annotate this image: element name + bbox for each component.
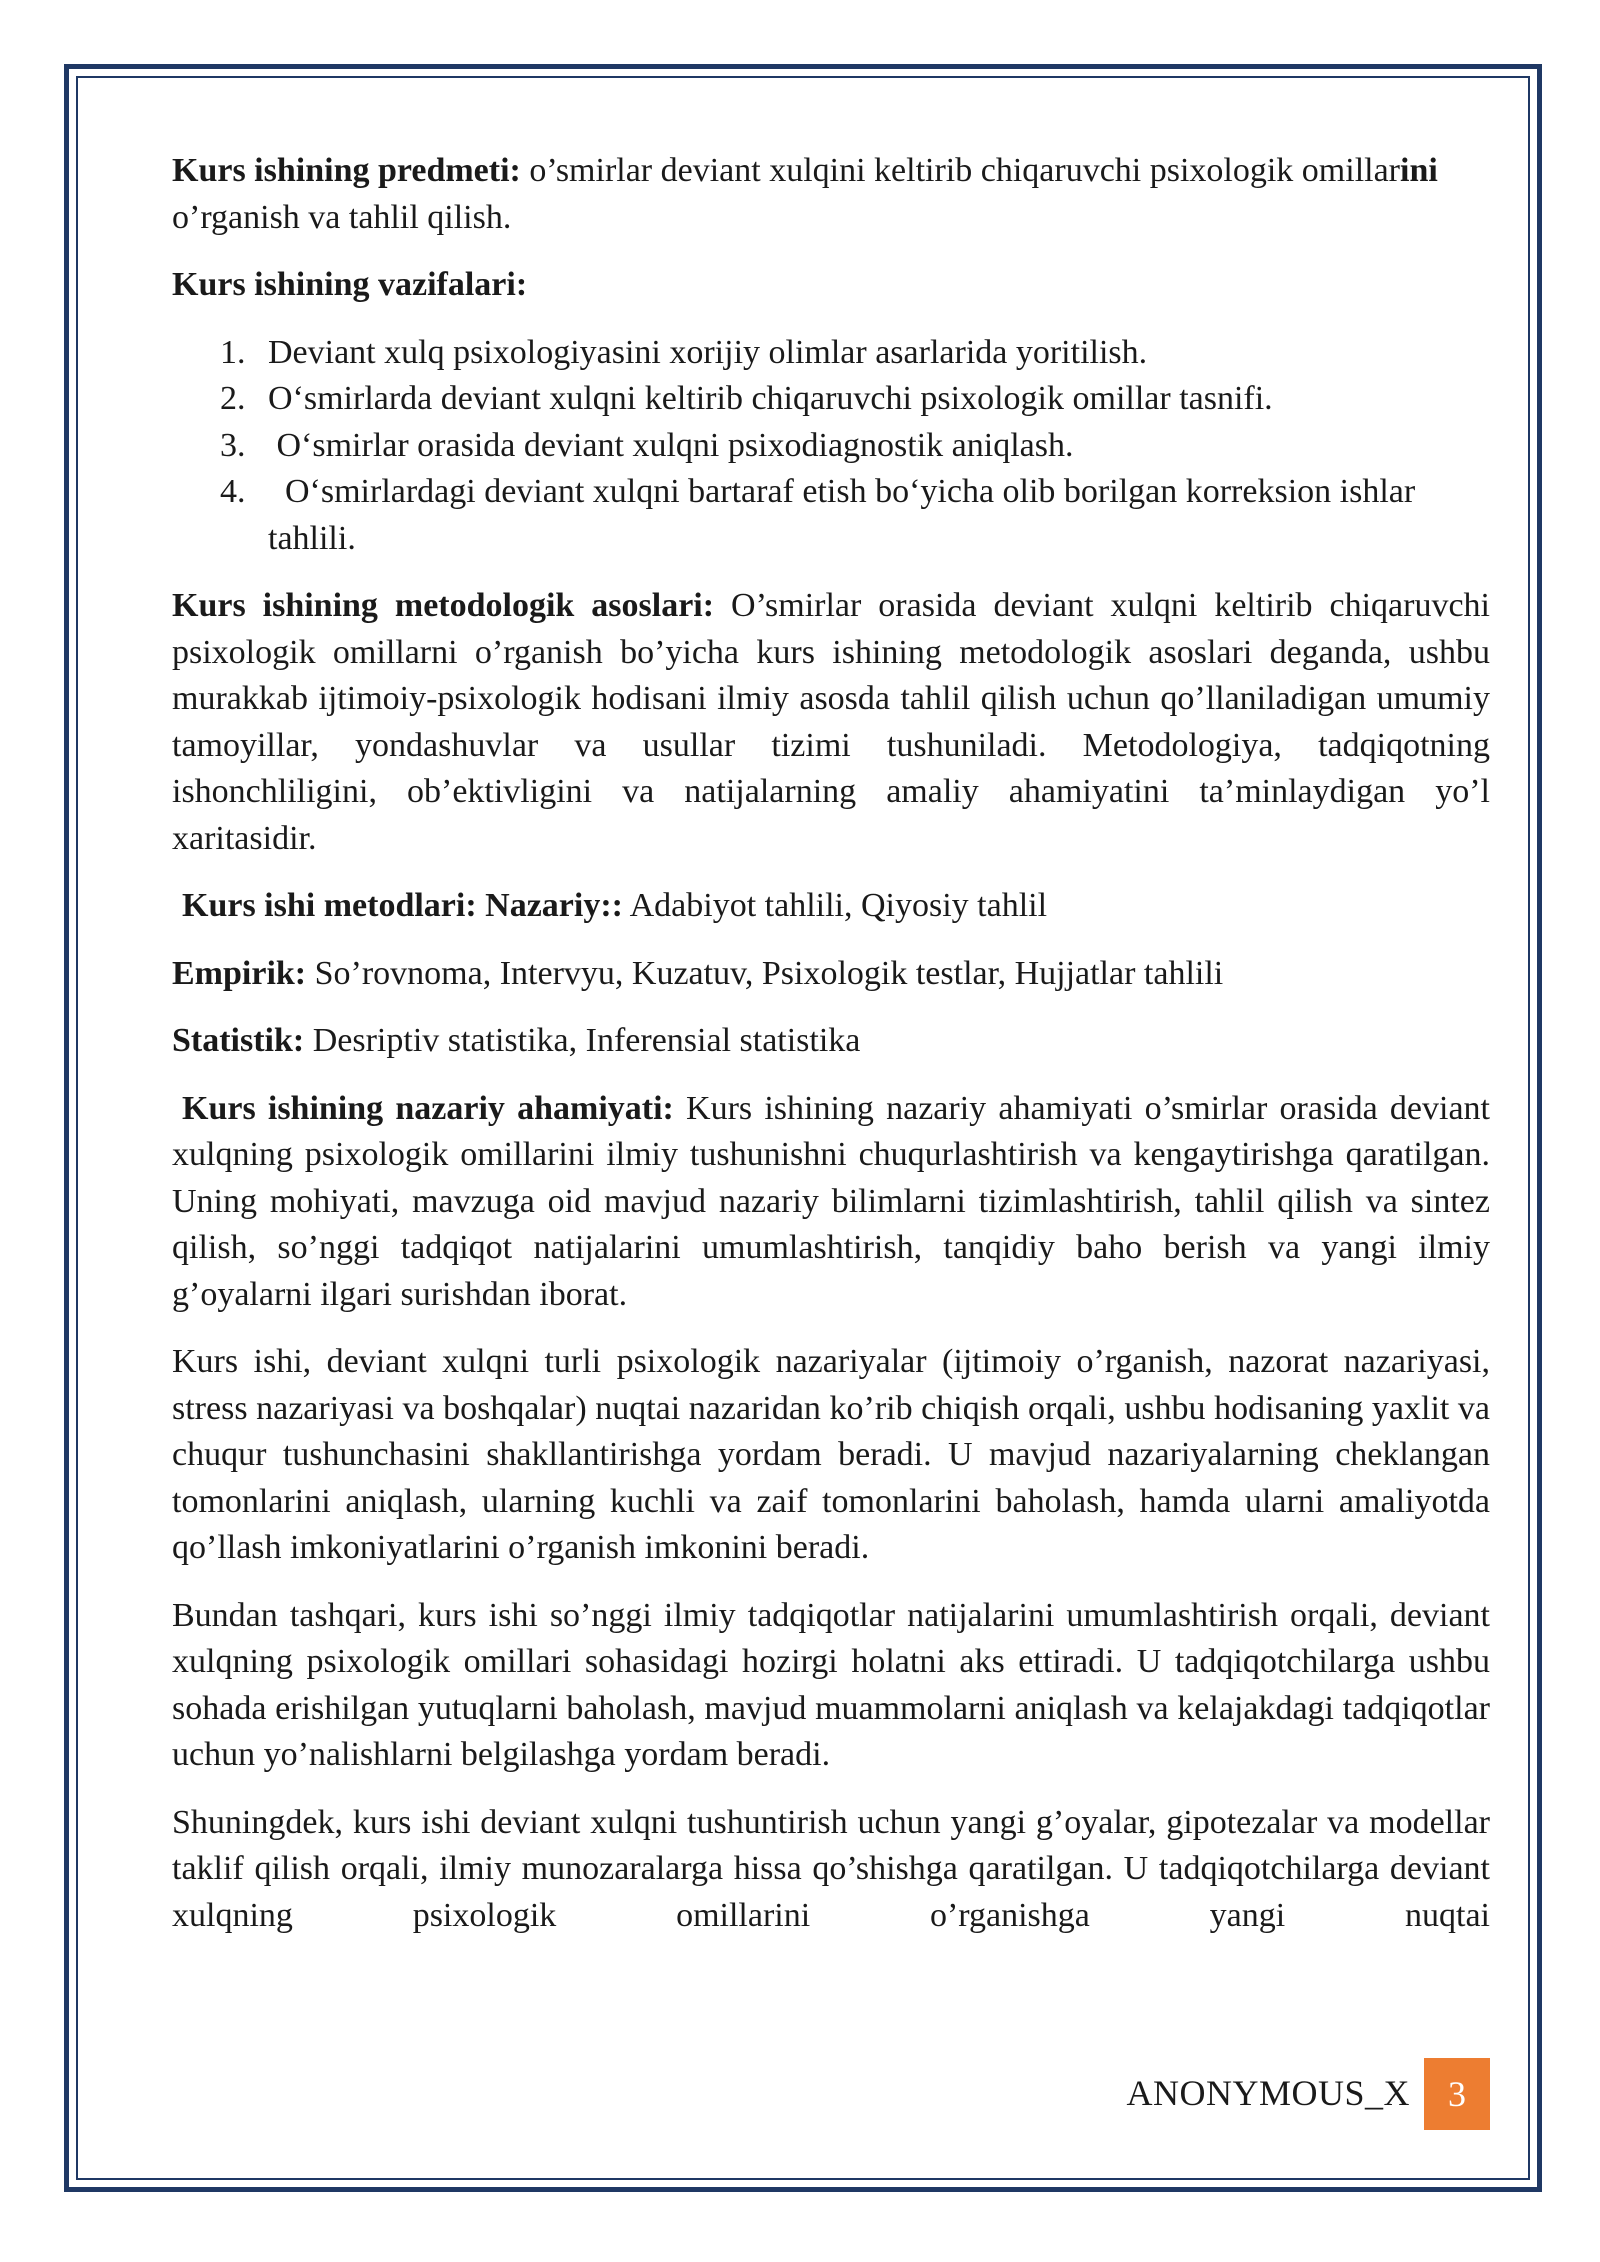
tasks-label: Kurs ishining vazifalari:	[172, 266, 528, 303]
methodology-paragraph	[172, 583, 1490, 862]
page-footer	[1100, 2058, 1490, 2130]
theoretical-paragraph	[172, 1086, 1490, 1319]
list-item-number: 2.	[220, 380, 246, 417]
list-item-number: 1.	[220, 333, 246, 371]
statistical-text: Desriptiv statistika, Inferensial statistika	[304, 1022, 861, 1059]
list-item	[172, 376, 1490, 423]
list-item-text: Deviant xulq psixologiyasini xorijiy olimlar asarlarida yoritilish.	[268, 333, 1148, 371]
tasks-heading	[172, 262, 1490, 309]
methodology-label: Kurs ishining metodologik asoslari:	[172, 587, 715, 624]
methods-label: Kurs ishi metodlari: Nazariy::	[182, 887, 623, 924]
list-item-text: O‘smirlarda deviant xulqni keltirib chiqaruvchi psixologik omillar tasnifi.	[268, 380, 1273, 417]
theoretical-label: Kurs ishining nazariy ahamiyati:	[182, 1089, 674, 1127]
footer-author: ANONYMOUS_X	[1126, 2073, 1410, 2113]
methodology-text: O’smirlar orasida deviant xulqni keltirib chiqaruvchi psixologik omillarni o’rganish bo’yicha kurs ishining metodologik asoslari deganda, ushbu murakkab ijtimoiy-psixologik hodisani ilmiy asosda tahlil qilish uchun qo’llaniladigan umumiy tamoyillar, yondashuvlar va usullar tizimi tushuniladi. Metodologiya, tadqiqotning ishonchliligini, ob’ektivligini va natijalarning amaliy ahamiyatini ta’minlaydigan yo’l xaritasidir.	[172, 587, 1490, 857]
statistical-label: Statistik:	[172, 1022, 305, 1059]
list-item	[172, 469, 1490, 562]
list-item-text: O‘smirlar orasida deviant xulqni psixodiagnostik aniqlash.	[268, 426, 1074, 464]
list-item	[172, 330, 1490, 377]
list-item-number: 4.	[220, 473, 246, 510]
body-paragraph: Kurs ishi, deviant xulqni turli psixologik nazariyalar (ijtimoiy o’rganish, nazorat nazariyasi, stress nazariyasi va boshqalar) nuqtai nazaridan ko’rib chiqish orqali, ushbu hodisaning yaxlit va chuqur tushunchasini shakllantirishga yordam beradi. U mavjud nazariyalarning cheklangan tomonlarini aniqlash, ularning kuchli va zaif tomonlarini baholash, hamda ularni amaliyotda qo’llash imkoniyatlarini o’rganish imkonini beradi.	[172, 1343, 1490, 1566]
statistical-paragraph	[172, 1018, 1490, 1065]
page-number-badge	[1424, 2058, 1490, 2130]
subject-text-a: o’smirlar deviant xulqini keltirib chiqaruvchi psixologik omillar	[520, 152, 1400, 189]
methods-text: Adabiyot tahlili, Qiyosiy tahlil	[623, 887, 1048, 924]
empirical-label: Empirik:	[172, 954, 307, 992]
subject-text-bold: ini	[1400, 152, 1438, 189]
subject-text-b: o’rganish va tahlil qilish.	[172, 198, 512, 236]
subject-label: Kurs ishining predmeti:	[172, 152, 521, 189]
empirical-paragraph	[172, 951, 1490, 998]
methods-paragraph	[172, 883, 1490, 930]
theoretical-text: Kurs ishining nazariy ahamiyati o’smirlar orasida deviant xulqning psixologik omillarini ilmiy tushunishni chuqurlashtirish va kengaytirishga qaratilgan. Uning mohiyati, mavzuga oid mavjud nazariy bilimlarni tizimlashtirish, tahlil qilish va sintez qilish, so’nggi tadqiqot natijalarini umumlashtirish, tanqidiy baho berish va yangi ilmiy g’oyalarni ilgari surishdan iborat.	[172, 1089, 1490, 1313]
page-number: 3	[1448, 2074, 1466, 2114]
subject-paragraph	[172, 148, 1490, 241]
tasks-list	[172, 330, 1490, 563]
body-paragraph: Shuningdek, kurs ishi deviant xulqni tushuntirish uchun yangi g’oyalar, gipotezalar va modellar taklif qilish orqali, ilmiy munozaralarga hissa qo’shishga qaratilgan. U tadqiqotchilarga deviant xulqning psixologik omillarini o’rganishga yangi nuqtai	[172, 1803, 1490, 1934]
list-item	[172, 423, 1490, 470]
list-item-number: 3.	[220, 426, 246, 464]
body-paragraph: Bundan tashqari, kurs ishi so’nggi ilmiy tadqiqotlar natijalarini umumlashtirish orqali, deviant xulqning psixologik omillari sohasidagi hozirgi holatni aks ettiradi. U tadqiqotchilarga ushbu sohada erishilgan yutuqlarni baholash, mavjud muammolarni aniqlash va kelajakdagi tadqiqotlar uchun yo’nalishlarni belgilashga yordam beradi.	[172, 1596, 1490, 1773]
list-item-text: O‘smirlardagi deviant xulqni bartaraf etish bo‘yicha olib borilgan korreksion ishlar tahlili.	[268, 473, 1424, 557]
document-body	[172, 148, 1490, 1960]
empirical-text: So’rovnoma, Intervyu, Kuzatuv, Psixologik testlar, Hujjatlar tahlili	[306, 954, 1224, 992]
